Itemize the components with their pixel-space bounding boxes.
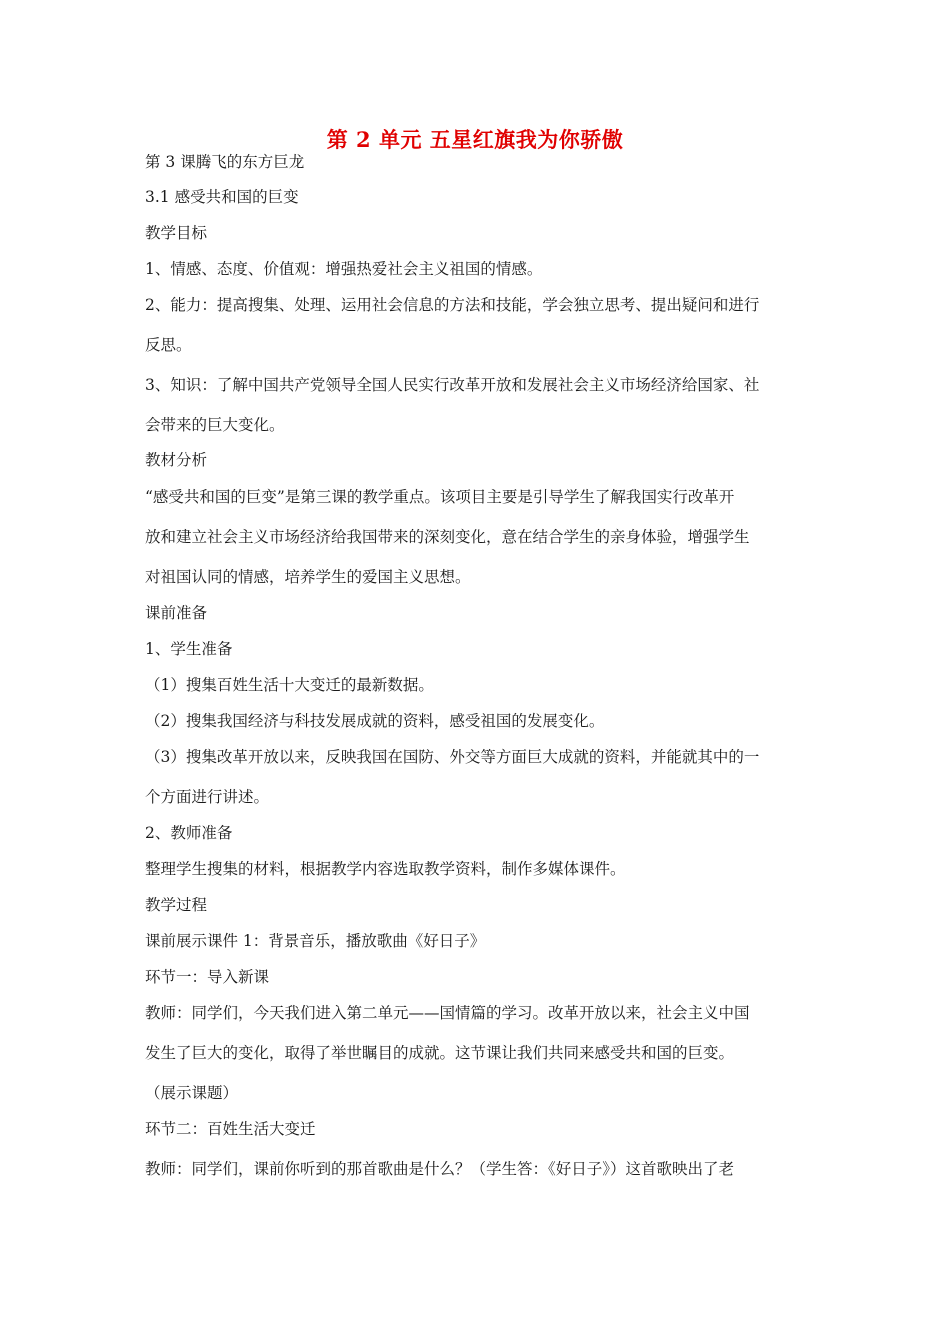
unit-title: 第 2 单元 五星红旗我为你骄傲 xyxy=(326,127,624,152)
student-prep-item-1: （1）搜集百姓生活十大变迁的最新数据。 xyxy=(145,676,434,694)
teaching-process-heading: 教学过程 xyxy=(145,896,208,914)
step-1-line-1: 教师：同学们，今天我们进入第二单元——国情篇的学习。改革开放以来，社会主义中国 xyxy=(145,1004,750,1022)
goal-1: 1、情感、态度、价值观：增强热爱社会主义祖国的情感。 xyxy=(145,260,543,278)
goal-2-line-2: 反思。 xyxy=(145,336,192,354)
step-2-line-1: 教师：同学们，课前你听到的那首歌曲是什么？（学生答：《好日子》）这首歌映出了老 xyxy=(145,1160,735,1178)
section-heading: 3.1 感受共和国的巨变 xyxy=(145,188,299,206)
material-analysis-heading: 教材分析 xyxy=(145,451,208,469)
student-prep-item-2: （2）搜集我国经济与科技发展成就的资料，感受祖国的发展变化。 xyxy=(145,712,605,730)
goal-3-line-1: 3、知识：了解中国共产党领导全国人民实行改革开放和发展社会主义市场经济给国家、社 xyxy=(145,376,760,394)
lesson-heading: 第 3 课腾飞的东方巨龙 xyxy=(145,153,305,171)
analysis-line-2: 放和建立社会主义市场经济给我国带来的深刻变化，意在结合学生的亲身体验，增强学生 xyxy=(145,528,750,546)
student-prep-item-3-line-1: （3）搜集改革开放以来，反映我国在国防、外交等方面巨大成就的资料，并能就其中的一 xyxy=(145,748,760,766)
courseware-1: 课前展示课件 1：背景音乐，播放歌曲《好日子》 xyxy=(145,932,486,950)
preparation-heading: 课前准备 xyxy=(145,604,208,622)
student-prep-heading: 1、学生准备 xyxy=(145,640,233,658)
teaching-goals-heading: 教学目标 xyxy=(145,224,208,242)
step-1-heading: 环节一：导入新课 xyxy=(145,968,270,986)
teacher-prep-heading: 2、教师准备 xyxy=(145,824,233,842)
student-prep-item-3-line-2: 个方面进行讲述。 xyxy=(145,788,270,806)
analysis-line-3: 对祖国认同的情感，培养学生的爱国主义思想。 xyxy=(145,568,471,586)
show-topic-note: （展示课题） xyxy=(145,1084,239,1102)
goal-3-line-2: 会带来的巨大变化。 xyxy=(145,416,285,434)
step-1-line-2: 发生了巨大的变化，取得了举世瞩目的成就。这节课让我们共同来感受共和国的巨变。 xyxy=(145,1044,735,1062)
step-2-heading: 环节二：百姓生活大变迁 xyxy=(145,1120,316,1138)
goal-2-line-1: 2、能力：提高搜集、处理、运用社会信息的方法和技能，学会独立思考、提出疑问和进行 xyxy=(145,296,760,314)
teacher-prep-text: 整理学生搜集的材料，根据教学内容选取教学资料，制作多媒体课件。 xyxy=(145,860,626,878)
analysis-line-1: “感受共和国的巨变”是第三课的教学重点。该项目主要是引导学生了解我国实行改革开 xyxy=(145,488,735,506)
